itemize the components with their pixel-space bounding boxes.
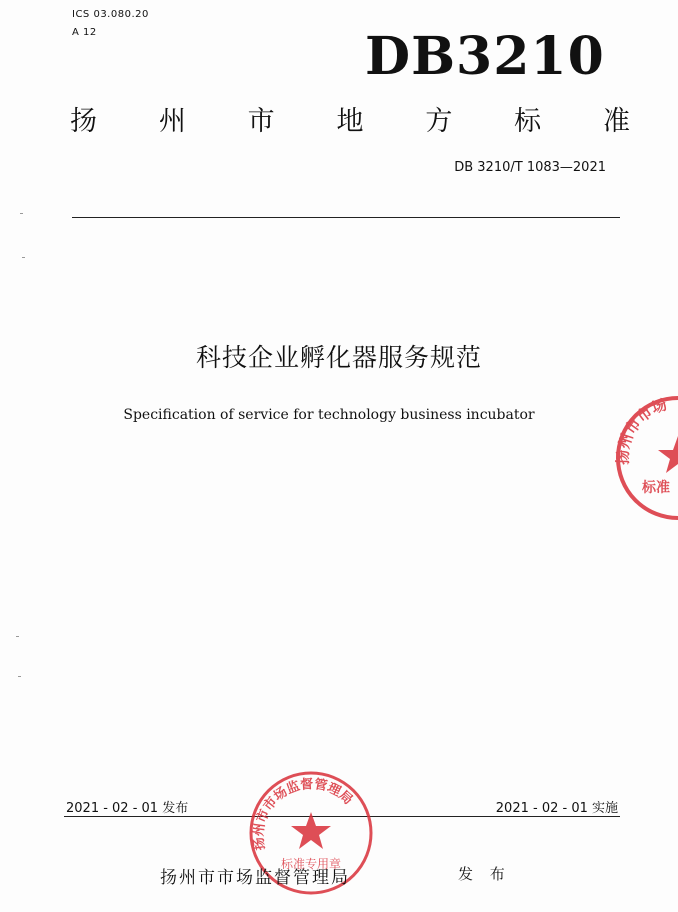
scan-speck (16, 636, 19, 637)
db-code: DB3210 (365, 26, 605, 87)
issuing-authority: 扬州市市场监督管理局 (160, 868, 350, 888)
title-char: 方 (425, 106, 453, 137)
issue-date: 2021 - 02 - 01 发布 (66, 801, 189, 816)
title-char: 准 (602, 106, 630, 137)
seal-right-arc-text: 扬州市市场 (613, 395, 670, 465)
seal-bottom-inner-text: 标准专用章 (280, 857, 342, 871)
title-char: 扬 (70, 106, 97, 137)
seal-right-inner-text: 标准 (642, 480, 670, 496)
official-seal-right (612, 392, 678, 524)
classification-code: A 12 (72, 27, 97, 38)
scan-speck (18, 676, 21, 677)
document-title-en: Specification of service for technology business incubator (123, 407, 535, 423)
header-divider (72, 217, 620, 218)
title-char: 市 (247, 106, 275, 137)
standard-type-title (70, 108, 630, 135)
svg-text:扬州市市场 (614, 395, 669, 465)
publish-label: 发 布 (458, 865, 511, 883)
title-char: 地 (336, 106, 364, 137)
implement-date: 2021 - 02 - 01 实施 (495, 801, 618, 816)
ics-code: ICS 03.080.20 (72, 9, 149, 20)
title-char: 州 (158, 106, 186, 137)
title-char: 标 (514, 106, 542, 137)
scan-speck (22, 257, 25, 258)
scan-speck (20, 213, 23, 214)
standard-number: DB 3210/T 1083—2021 (454, 160, 606, 175)
document-title-cn: 科技企业孵化器服务规范 (195, 343, 482, 372)
seal-bottom-arc-text: 扬州市市场监督管理局 (251, 776, 356, 852)
